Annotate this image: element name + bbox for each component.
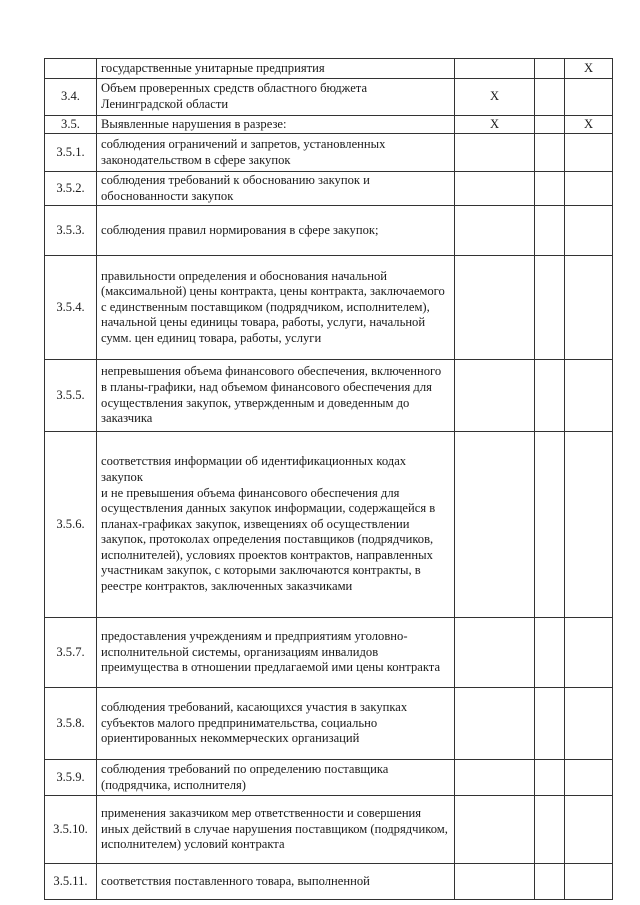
table-row xyxy=(45,256,613,360)
mark-cell xyxy=(565,79,613,116)
row-number xyxy=(45,59,97,79)
mark-cell xyxy=(535,360,565,432)
row-text: Выявленные нарушения в разрезе: xyxy=(97,116,455,134)
mark-cell xyxy=(535,864,565,900)
row-number: 3.5.10. xyxy=(45,796,97,864)
mark-cell xyxy=(535,618,565,688)
mark-cell xyxy=(535,206,565,256)
row-number: 3.5.9. xyxy=(45,760,97,796)
row-text: соблюдения требований по определению поставщика (подрядчика, исполнителя) xyxy=(97,760,455,796)
mark-cell xyxy=(535,59,565,79)
row-number: 3.5.4. xyxy=(45,256,97,360)
mark-cell xyxy=(535,256,565,360)
row-text: правильности определения и обоснования начальной (максимальной) цены контракта, цены контракта, заключаемого с единственным поставщиком (подрядчиком, исполнителем), начальной цены единицы товара, работы, услуги, начальной сумм. цен единиц товара, работы, услуги xyxy=(97,256,455,360)
table-row xyxy=(45,79,613,116)
table-row xyxy=(45,864,613,900)
row-text: применения заказчиком мер ответственности и совершения иных действий в случае нарушения поставщиком (подрядчиком, исполнителем) условий контракта xyxy=(97,796,455,864)
mark-cell xyxy=(565,172,613,206)
row-text: соответствия информации об идентификационных кодах закупок и не превышения объема финансового обеспечения для осуществления данных закупок информации, содержащейся в планах-графиках закупок, извещениях об осуществлении закупок, протоколах определения поставщиков (подрядчиков, исполнителей), условиях проектов контрактов, направленных участникам закупок, с которыми заключаются контракты, в реестре контрактов, заключенных заказчиками xyxy=(97,432,455,618)
mark-cell xyxy=(535,116,565,134)
mark-cell: X xyxy=(455,116,535,134)
mark-cell xyxy=(455,134,535,172)
row-number: 3.5. xyxy=(45,116,97,134)
row-text: соответствия поставленного товара, выполненной xyxy=(97,864,455,900)
mark-cell: X xyxy=(565,59,613,79)
mark-cell xyxy=(455,864,535,900)
table-row xyxy=(45,116,613,134)
row-text: соблюдения требований, касающихся участия в закупках субъектов малого предпринимательства, социально ориентированных некоммерческих организаций xyxy=(97,688,455,760)
row-text: государственные унитарные предприятия xyxy=(97,59,455,79)
row-number: 3.5.5. xyxy=(45,360,97,432)
mark-cell xyxy=(455,206,535,256)
row-text: соблюдения требований к обоснованию закупок и обоснованности закупок xyxy=(97,172,455,206)
table-row xyxy=(45,172,613,206)
mark-cell xyxy=(535,79,565,116)
table-row xyxy=(45,360,613,432)
mark-cell xyxy=(565,796,613,864)
row-number: 3.5.11. xyxy=(45,864,97,900)
mark-cell xyxy=(455,618,535,688)
mark-cell xyxy=(565,360,613,432)
row-number: 3.5.2. xyxy=(45,172,97,206)
mark-cell xyxy=(455,172,535,206)
mark-cell xyxy=(455,59,535,79)
mark-cell xyxy=(455,256,535,360)
row-text: Объем проверенных средств областного бюджета Ленинградской области xyxy=(97,79,455,116)
mark-cell xyxy=(565,864,613,900)
mark-cell xyxy=(535,796,565,864)
row-text: соблюдения правил нормирования в сфере закупок; xyxy=(97,206,455,256)
mark-cell xyxy=(565,256,613,360)
mark-cell xyxy=(535,432,565,618)
mark-cell xyxy=(455,760,535,796)
row-number: 3.5.6. xyxy=(45,432,97,618)
row-text: предоставления учреждениям и предприятиям уголовно-исполнительной системы, организациям инвалидов преимущества в отношении предлагаемой ими цены контракта xyxy=(97,618,455,688)
mark-cell xyxy=(565,760,613,796)
mark-cell xyxy=(535,760,565,796)
mark-cell xyxy=(535,134,565,172)
row-number: 3.5.1. xyxy=(45,134,97,172)
row-number: 3.4. xyxy=(45,79,97,116)
table-row xyxy=(45,134,613,172)
table-row xyxy=(45,760,613,796)
mark-cell xyxy=(455,796,535,864)
row-number: 3.5.8. xyxy=(45,688,97,760)
table-row xyxy=(45,59,613,79)
procurement-violations-table xyxy=(44,58,613,900)
mark-cell: X xyxy=(565,116,613,134)
table-row xyxy=(45,432,613,618)
mark-cell xyxy=(535,688,565,760)
mark-cell xyxy=(565,134,613,172)
mark-cell xyxy=(535,172,565,206)
mark-cell: X xyxy=(455,79,535,116)
mark-cell xyxy=(565,206,613,256)
mark-cell xyxy=(455,688,535,760)
row-text: соблюдения ограничений и запретов, установленных законодательством в сфере закупок xyxy=(97,134,455,172)
mark-cell xyxy=(565,432,613,618)
row-number: 3.5.3. xyxy=(45,206,97,256)
mark-cell xyxy=(455,432,535,618)
row-text: непревышения объема финансового обеспечения, включенного в планы-графики, над объемом финансового обеспечения для осуществления закупок, утвержденным и доведенным до заказчика xyxy=(97,360,455,432)
row-number: 3.5.7. xyxy=(45,618,97,688)
table-row xyxy=(45,688,613,760)
mark-cell xyxy=(455,360,535,432)
table-row xyxy=(45,206,613,256)
table-row xyxy=(45,796,613,864)
mark-cell xyxy=(565,688,613,760)
table-row xyxy=(45,618,613,688)
mark-cell xyxy=(565,618,613,688)
